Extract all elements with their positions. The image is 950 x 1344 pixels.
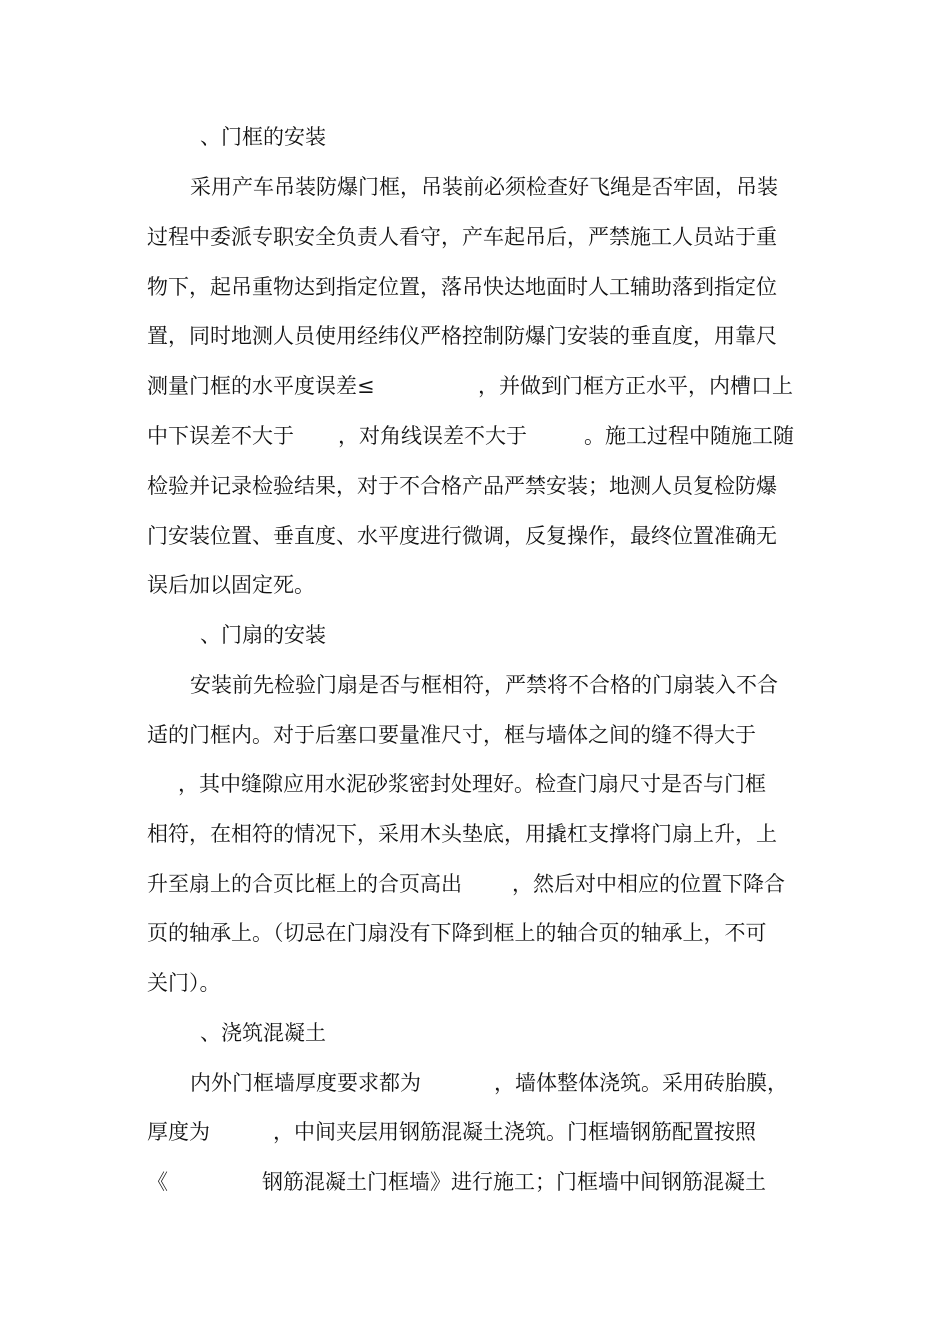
- paragraph-line: ，其中缝隙应用水泥砂浆密封处理好。检查门扇尺寸是否与门框: [178, 772, 766, 796]
- paragraph-line: 过程中委派专职安全负责人看守，产车起吊后，严禁施工人员站于重: [147, 225, 777, 249]
- paragraph-line: ，墙体整体浇筑。采用砖胎膜，: [494, 1071, 788, 1095]
- paragraph-line: 适的门框内。对于后塞口要量准尺寸，框与墙体之间的缝不得大于: [147, 723, 756, 747]
- paragraph-line: 误后加以固定死。: [147, 573, 315, 597]
- paragraph-line: 厚度为: [147, 1120, 210, 1144]
- paragraph-line: 置，同时地测人员使用经纬仪严格控制防爆门安装的垂直度，用靠尺: [147, 324, 777, 348]
- paragraph-line: 关门）。: [147, 971, 221, 995]
- heading-door-leaf-installation: 、门扇的安装: [200, 623, 326, 647]
- paragraph-line: 钢筋混凝土门框墙》进行施工；门框墙中间钢筋混凝土: [262, 1170, 766, 1194]
- paragraph-line: 相符，在相符的情况下，采用木头垫底，用撬杠支撑将门扇上升，上: [147, 822, 777, 846]
- paragraph-line: 《: [147, 1170, 168, 1194]
- paragraph-line: ，然后对中相应的位置下降合: [512, 872, 785, 896]
- paragraph-line: 内外门框墙厚度要求都为: [190, 1071, 421, 1095]
- paragraph-line: 检验并记录检验结果，对于不合格产品严禁安装；地测人员复检防爆: [147, 474, 777, 498]
- paragraph-line: 。施工过程中随施工随: [584, 424, 794, 448]
- heading-door-frame-installation: 、门框的安装: [200, 125, 326, 149]
- paragraph-line: 采用产车吊装防爆门框，吊装前必须检查好飞绳是否牢固，吊装: [190, 175, 778, 199]
- heading-concrete-pouring: 、浇筑混凝土: [200, 1021, 326, 1045]
- paragraph-line: 安装前先检验门扇是否与框相符，严禁将不合格的门扇装入不合: [190, 673, 778, 697]
- paragraph-line: 门安装位置、垂直度、水平度进行微调，反复操作，最终位置准确无: [147, 524, 777, 548]
- paragraph-line: 页的轴承上。（切忌在门扇没有下降到框上的轴合页的轴承上，不可: [147, 921, 767, 945]
- paragraph-line: ，中间夹层用钢筋混凝土浇筑。门框墙钢筋配置按照: [273, 1120, 756, 1144]
- paragraph-line: 测量门框的水平度误差≤: [147, 374, 375, 398]
- paragraph-line: 升至扇上的合页比框上的合页高出: [147, 872, 462, 896]
- paragraph-line: 物下，起吊重物达到指定位置，落吊快达地面时人工辅助落到指定位: [147, 275, 777, 299]
- paragraph-line: 中下误差不大于: [147, 424, 294, 448]
- paragraph-line: ，并做到门框方正水平，内槽口上: [478, 374, 793, 398]
- paragraph-line: ，对角线误差不大于: [338, 424, 527, 448]
